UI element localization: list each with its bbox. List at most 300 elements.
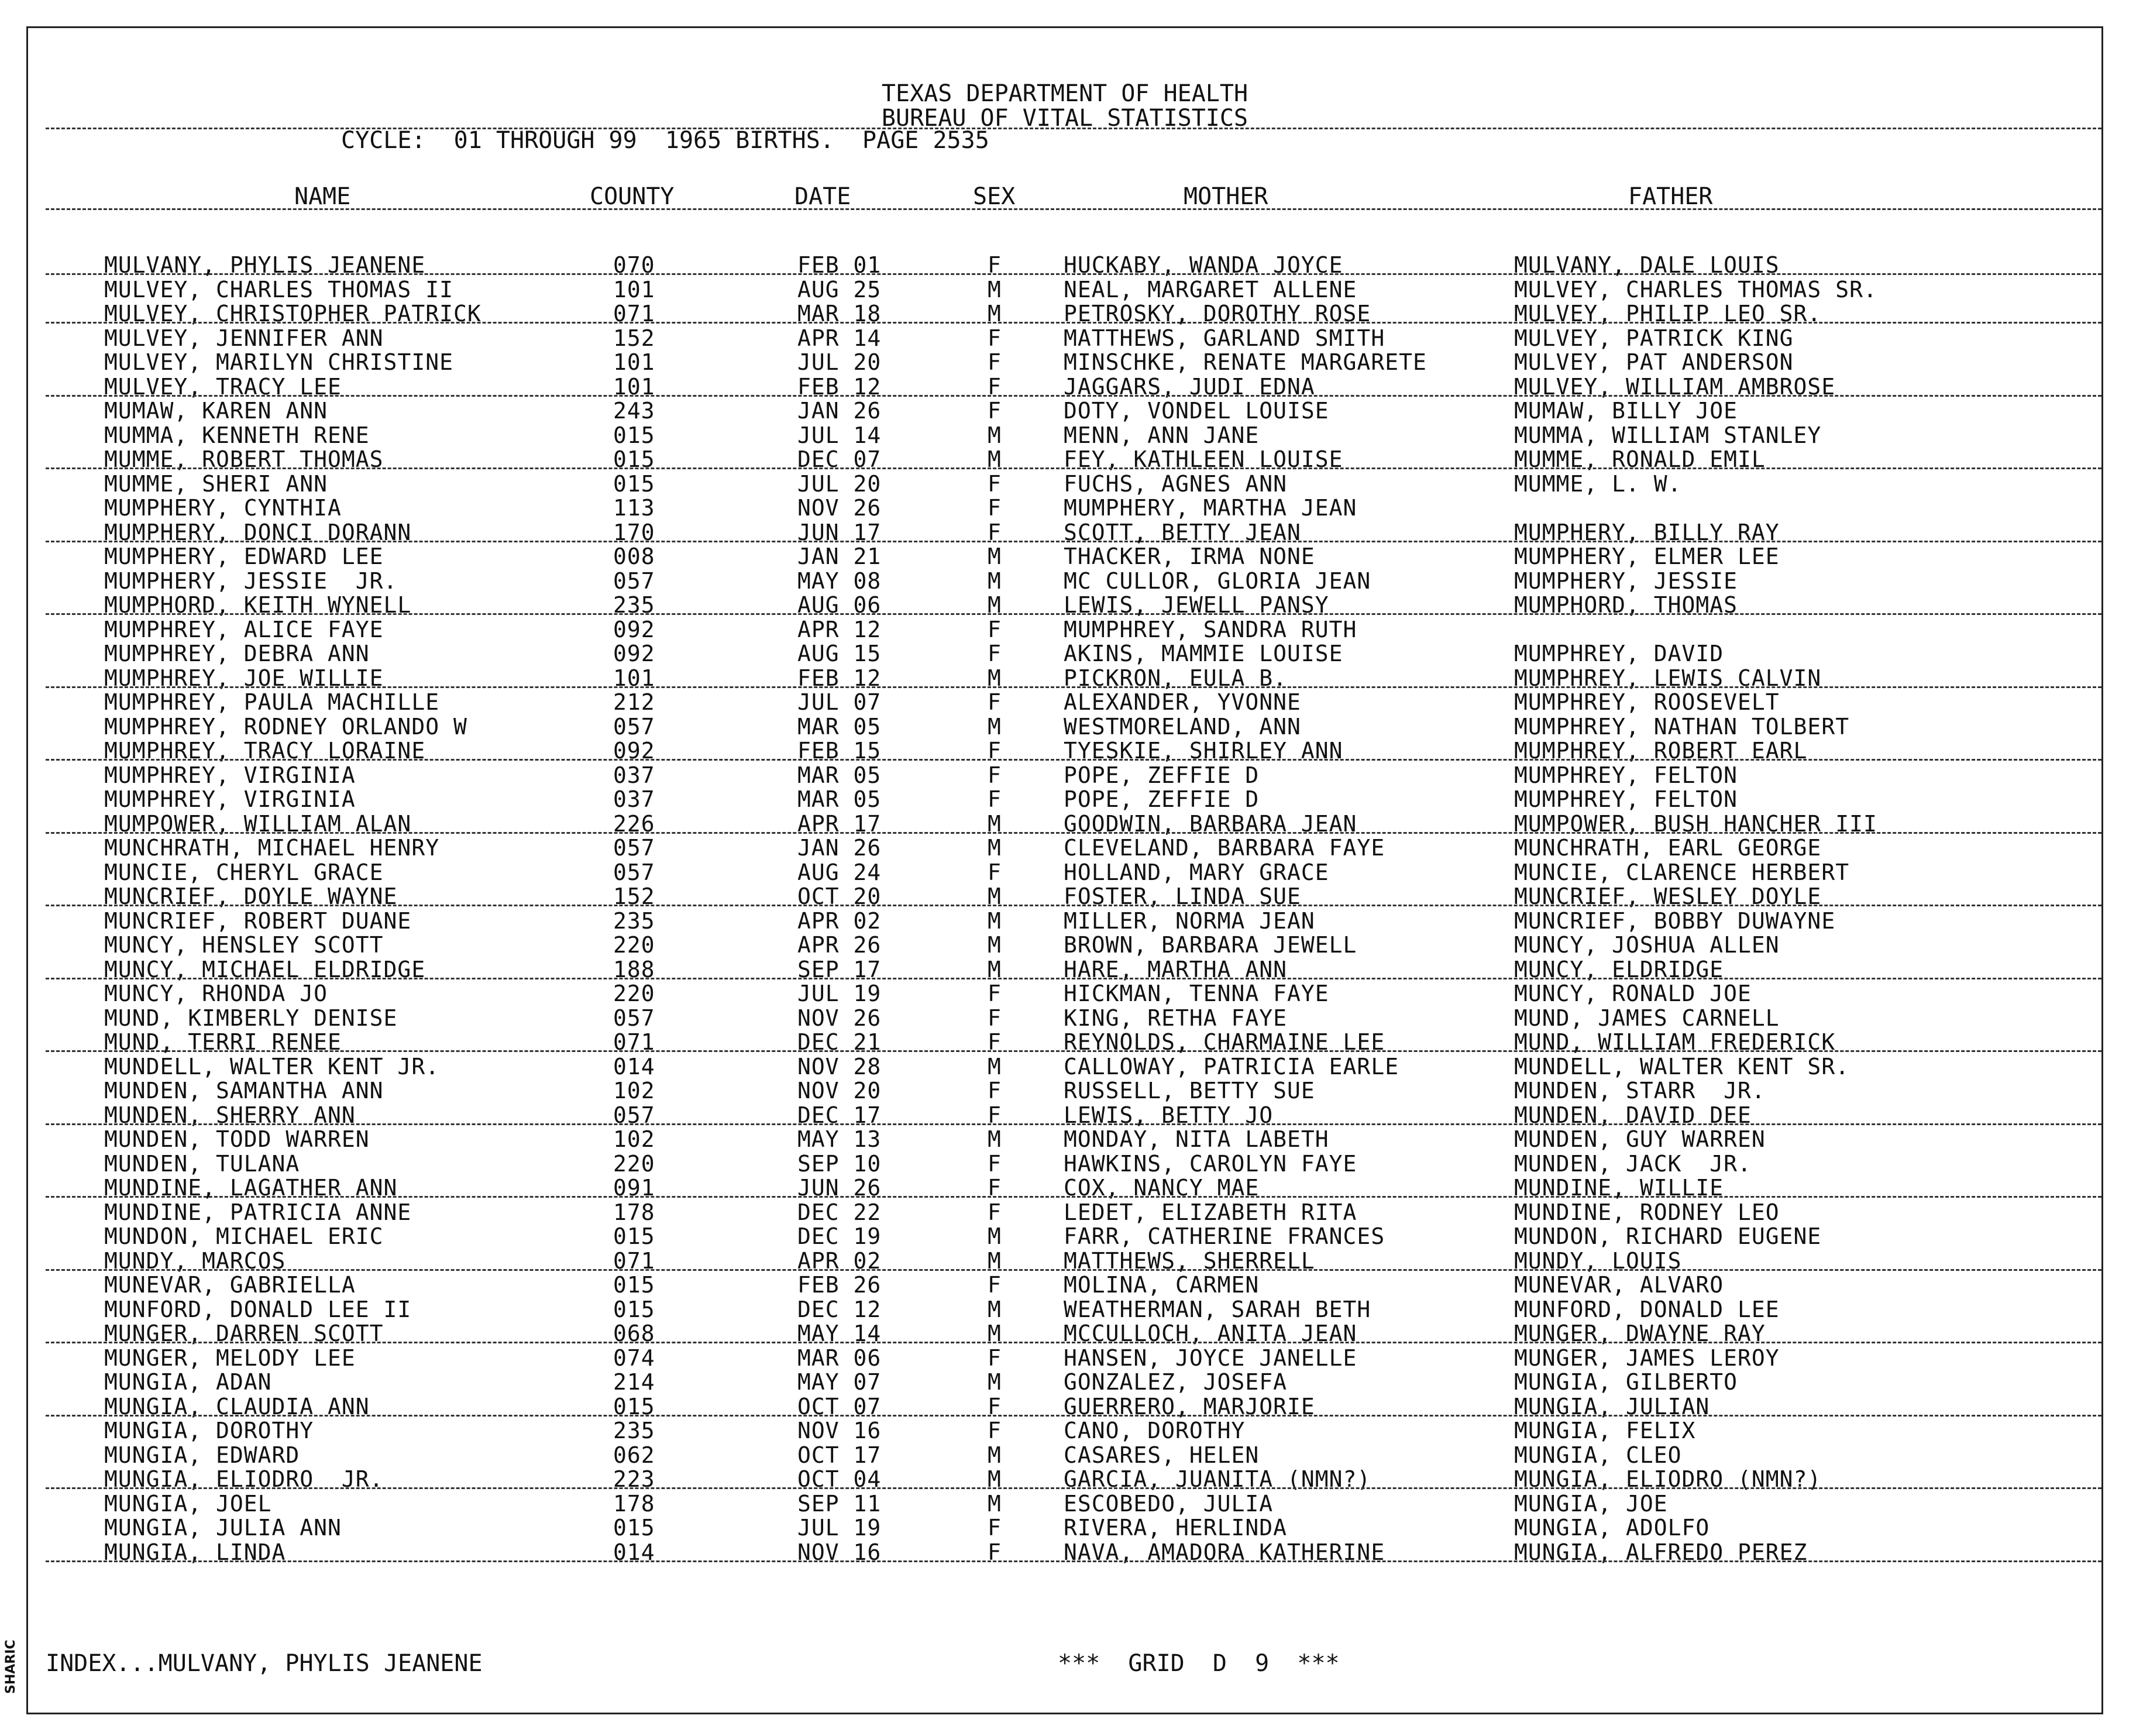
cell-sex: M: [988, 592, 1002, 618]
table-row: [28, 278, 2101, 302]
cell-county: 212: [613, 689, 655, 715]
cell-mother: RIVERA, HERLINDA: [1064, 1515, 1288, 1541]
cell-name: MULVEY, CHRISTOPHER PATRICK: [104, 301, 481, 326]
cell-name: MUMME, SHERI ANN: [104, 470, 328, 497]
cell-father: MUNGER, DWAYNE RAY: [1514, 1321, 1766, 1346]
cell-date: OCT 20: [797, 884, 882, 909]
cell-county: 102: [613, 1126, 655, 1152]
cell-date: JAN 26: [797, 398, 882, 424]
cell-name: MUNGIA, ADAN: [104, 1369, 272, 1395]
cell-mother: ESCOBEDO, JULIA: [1064, 1490, 1274, 1517]
cell-name: MUNCY, MICHAEL ELDRIDGE: [104, 956, 426, 982]
cell-mother: NEAL, MARGARET ALLENE: [1064, 276, 1357, 302]
divider-line: [46, 613, 2101, 615]
table-row: [28, 399, 2101, 423]
cell-county: 101: [613, 373, 655, 400]
cell-county: 070: [613, 252, 655, 278]
cell-name: MUMAW, KAREN ANN: [104, 398, 328, 424]
cell-father: MUMMA, WILLIAM STANLEY: [1514, 422, 1822, 448]
cell-sex: F: [988, 859, 1002, 885]
cell-mother: LEDET, ELIZABETH RITA: [1064, 1199, 1357, 1225]
cell-father: MUMPOWER, BUSH HANCHER III: [1514, 810, 1877, 837]
cell-father: MUNCHRATH, EARL GEORGE: [1514, 835, 1822, 861]
table-row: [28, 861, 2101, 885]
cell-sex: F: [988, 1175, 1002, 1201]
divider-line: [46, 467, 2101, 469]
cell-name: MUMPHREY, TRACY LORAINE: [104, 738, 426, 764]
cell-sex: F: [988, 373, 1002, 400]
cell-sex: F: [988, 1029, 1002, 1055]
cell-name: MUMPHREY, RODNEY ORLANDO W: [104, 713, 467, 740]
cell-date: NOV 26: [797, 1005, 882, 1031]
cell-date: DEC 12: [797, 1296, 882, 1322]
cell-father: MUNCY, RONALD JOE: [1514, 981, 1752, 1006]
cell-sex: F: [988, 325, 1002, 351]
cell-father: MUNDELL, WALTER KENT SR.: [1514, 1053, 1850, 1080]
divider-line: [46, 322, 2101, 324]
cell-date: SEP 17: [797, 956, 882, 982]
cell-sex: F: [988, 495, 1002, 521]
cell-sex: M: [988, 810, 1002, 837]
cell-name: MUMPHERY, JESSIE JR.: [104, 568, 398, 594]
cell-mother: MATTHEWS, GARLAND SMITH: [1064, 325, 1385, 351]
cell-sex: M: [988, 956, 1002, 982]
cell-date: DEC 19: [797, 1223, 882, 1249]
table-row: [28, 1079, 2101, 1103]
cell-father: MUNDINE, RODNEY LEO: [1514, 1199, 1780, 1225]
cell-sex: M: [988, 884, 1002, 909]
cell-mother: POPE, ZEFFIE D: [1064, 786, 1260, 812]
cell-sex: F: [988, 398, 1002, 424]
cell-mother: MONDAY, NITA LABETH: [1064, 1126, 1329, 1152]
cell-father: MUMPHREY, FELTON: [1514, 786, 1738, 812]
cell-date: JUL 07: [797, 689, 882, 715]
table-row: [28, 1370, 2101, 1394]
cell-date: DEC 17: [797, 1102, 882, 1128]
cell-county: 074: [613, 1345, 655, 1371]
table-row: [28, 1006, 2101, 1030]
cell-county: 071: [613, 301, 655, 326]
cell-date: APR 17: [797, 810, 882, 837]
cell-name: MUNGIA, EDWARD: [104, 1442, 300, 1468]
cell-sex: F: [988, 1150, 1002, 1177]
cell-mother: DOTY, VONDEL LOUISE: [1064, 398, 1329, 424]
record-sheet: [26, 26, 2103, 1714]
cell-name: MUNDINE, PATRICIA ANNE: [104, 1199, 412, 1225]
cell-name: MUMPHREY, DEBRA ANN: [104, 641, 370, 666]
cell-county: 008: [613, 544, 655, 569]
cell-father: MUNEVAR, ALVARO: [1514, 1272, 1724, 1298]
cell-mother: WESTMORELAND, ANN: [1064, 713, 1301, 740]
cell-sex: F: [988, 1418, 1002, 1443]
cell-name: MUNGIA, CLAUDIA ANN: [104, 1393, 370, 1419]
cell-mother: MUMPHREY, SANDRA RUTH: [1064, 616, 1357, 642]
table-row: [28, 715, 2101, 739]
cell-date: FEB 12: [797, 665, 882, 691]
cell-county: 091: [613, 1175, 655, 1201]
cell-date: OCT 04: [797, 1466, 882, 1492]
cell-county: 223: [613, 1466, 655, 1492]
cell-county: 092: [613, 641, 655, 666]
cell-date: MAR 05: [797, 786, 882, 812]
cell-mother: ALEXANDER, YVONNE: [1064, 689, 1301, 715]
cell-father: MUNCY, ELDRIDGE: [1514, 956, 1724, 982]
cell-name: MUMPHERY, CYNTHIA: [104, 495, 342, 521]
cycle-line: CYCLE: 01 THROUGH 99 1965 BIRTHS. PAGE 2535: [341, 127, 989, 154]
cell-name: MUMPHREY, PAULA MACHILLE: [104, 689, 440, 715]
cell-date: FEB 12: [797, 373, 882, 400]
cell-county: 057: [613, 568, 655, 594]
cell-mother: PETROSKY, DOROTHY ROSE: [1064, 301, 1371, 326]
cell-mother: FEY, KATHLEEN LOUISE: [1064, 446, 1343, 472]
cell-date: JUN 26: [797, 1175, 882, 1201]
cell-name: MUNCRIEF, DOYLE WAYNE: [104, 884, 398, 909]
cell-father: MUNDEN, GUY WARREN: [1514, 1126, 1766, 1152]
cell-name: MUNEVAR, GABRIELLA: [104, 1272, 356, 1298]
cell-father: MUNDINE, WILLIE: [1514, 1175, 1724, 1201]
cell-mother: MOLINA, CARMEN: [1064, 1272, 1260, 1298]
cell-sex: M: [988, 932, 1002, 958]
cell-sex: M: [988, 835, 1002, 861]
cell-sex: M: [988, 568, 1002, 594]
cell-date: FEB 15: [797, 738, 882, 764]
cell-father: MUMPHREY, DAVID: [1514, 641, 1724, 666]
cell-mother: LEWIS, BETTY JO: [1064, 1102, 1274, 1128]
cell-mother: GONZALEZ, JOSEFA: [1064, 1369, 1288, 1395]
cell-county: 243: [613, 398, 655, 424]
cell-name: MUNCY, HENSLEY SCOTT: [104, 932, 384, 958]
table-row: [28, 982, 2101, 1006]
cell-date: NOV 16: [797, 1418, 882, 1443]
cell-mother: BROWN, BARBARA JEWELL: [1064, 932, 1357, 958]
cell-date: SEP 10: [797, 1150, 882, 1177]
cell-name: MUMPOWER, WILLIAM ALAN: [104, 810, 412, 837]
table-row: [28, 496, 2101, 520]
cell-sex: M: [988, 1466, 1002, 1492]
cell-county: 015: [613, 422, 655, 448]
cell-date: MAR 05: [797, 713, 882, 740]
cell-name: MUNDEN, SHERRY ANN: [104, 1102, 356, 1128]
cell-father: MUND, WILLIAM FREDERICK: [1514, 1029, 1836, 1055]
cell-date: AUG 15: [797, 641, 882, 666]
cell-date: APR 12: [797, 616, 882, 642]
cell-mother: HICKMAN, TENNA FAYE: [1064, 981, 1329, 1006]
cell-mother: HOLLAND, MARY GRACE: [1064, 859, 1329, 885]
cell-mother: PICKRON, EULA B.: [1064, 665, 1288, 691]
cell-county: 188: [613, 956, 655, 982]
table-row: [28, 1152, 2101, 1176]
cell-mother: GOODWIN, BARBARA JEAN: [1064, 810, 1357, 837]
cell-sex: F: [988, 1005, 1002, 1031]
cell-sex: F: [988, 1199, 1002, 1225]
divider-line: [46, 832, 2101, 834]
table-row: [28, 569, 2101, 593]
cell-mother: FARR, CATHERINE FRANCES: [1064, 1223, 1385, 1249]
cell-name: MUNDON, MICHAEL ERIC: [104, 1223, 384, 1249]
grid-footer: *** GRID D 9 ***: [1058, 1650, 1340, 1677]
divider-line: [46, 978, 2101, 979]
cell-county: 037: [613, 786, 655, 812]
cell-name: MULVEY, CHARLES THOMAS II: [104, 276, 453, 302]
cell-date: JUL 20: [797, 349, 882, 375]
cell-date: NOV 28: [797, 1053, 882, 1080]
cell-father: MUNDON, RICHARD EUGENE: [1514, 1223, 1822, 1249]
table-row: [28, 764, 2101, 788]
cell-sex: F: [988, 1539, 1002, 1565]
divider-line: [46, 1196, 2101, 1198]
cell-sex: M: [988, 276, 1002, 302]
table-row: [28, 326, 2101, 350]
cell-county: 015: [613, 1393, 655, 1419]
cell-mother: POPE, ZEFFIE D: [1064, 762, 1260, 788]
cell-name: MUNFORD, DONALD LEE II: [104, 1296, 412, 1322]
cell-mother: KING, RETHA FAYE: [1064, 1005, 1288, 1031]
cell-sex: F: [988, 1272, 1002, 1298]
cell-mother: HUCKABY, WANDA JOYCE: [1064, 252, 1343, 278]
cell-date: MAY 13: [797, 1126, 882, 1152]
cell-date: JAN 26: [797, 835, 882, 861]
cell-county: 226: [613, 810, 655, 837]
cell-name: MUNDEN, TULANA: [104, 1150, 300, 1177]
table-row: [28, 1225, 2101, 1249]
cell-father: MUNGIA, ADOLFO: [1514, 1515, 1710, 1541]
cell-county: 102: [613, 1078, 655, 1104]
cell-county: 101: [613, 276, 655, 302]
cell-county: 015: [613, 446, 655, 472]
cell-mother: FUCHS, AGNES ANN: [1064, 470, 1288, 497]
cell-county: 015: [613, 1515, 655, 1541]
cell-mother: HANSEN, JOYCE JANELLE: [1064, 1345, 1357, 1371]
cell-mother: WEATHERMAN, SARAH BETH: [1064, 1296, 1371, 1322]
cell-county: 015: [613, 1296, 655, 1322]
divider-line: [46, 759, 2101, 761]
cell-mother: RUSSELL, BETTY SUE: [1064, 1078, 1315, 1104]
cell-date: DEC 22: [797, 1199, 882, 1225]
cell-name: MUNCRIEF, ROBERT DUANE: [104, 907, 412, 934]
cell-sex: F: [988, 252, 1002, 278]
cell-sex: F: [988, 470, 1002, 497]
cell-date: OCT 17: [797, 1442, 882, 1468]
divider-line: [46, 905, 2101, 906]
cell-father: MUNCRIEF, BOBBY DUWAYNE: [1514, 907, 1836, 934]
cell-father: MUMPHREY, LEWIS CALVIN: [1514, 665, 1822, 691]
cell-county: 113: [613, 495, 655, 521]
cell-mother: SCOTT, BETTY JEAN: [1064, 519, 1301, 545]
cell-name: MUNGIA, ELIODRO JR.: [104, 1466, 384, 1492]
index-footer: INDEX...MULVANY, PHYLIS JEANENE: [46, 1650, 483, 1677]
cell-sex: M: [988, 1321, 1002, 1346]
cell-date: AUG 25: [797, 276, 882, 302]
cell-date: DEC 07: [797, 446, 882, 472]
cell-sex: F: [988, 349, 1002, 375]
cell-date: MAY 08: [797, 568, 882, 594]
cell-father: MUNGER, JAMES LEROY: [1514, 1345, 1780, 1371]
cell-county: 092: [613, 616, 655, 642]
cell-name: MUMPHERY, EDWARD LEE: [104, 544, 384, 569]
cell-date: MAY 14: [797, 1321, 882, 1346]
cell-name: MUNGER, MELODY LEE: [104, 1345, 356, 1371]
cell-mother: COX, NANCY MAE: [1064, 1175, 1260, 1201]
cell-county: 015: [613, 1223, 655, 1249]
divider-line: [46, 1050, 2101, 1052]
cell-county: 152: [613, 884, 655, 909]
cell-date: APR 14: [797, 325, 882, 351]
cell-county: 152: [613, 325, 655, 351]
cell-mother: MUMPHERY, MARTHA JEAN: [1064, 495, 1357, 521]
cell-county: 235: [613, 592, 655, 618]
cell-mother: MC CULLOR, GLORIA JEAN: [1064, 568, 1371, 594]
table-row: [28, 909, 2101, 933]
cell-date: JAN 21: [797, 544, 882, 569]
cell-father: MUNGIA, ELIODRO (NMN?): [1514, 1466, 1822, 1492]
table-row: [28, 1516, 2101, 1540]
cell-sex: F: [988, 616, 1002, 642]
sharic-stamp: SHARIC: [4, 1639, 18, 1694]
table-row: [28, 1419, 2101, 1443]
cell-county: 037: [613, 762, 655, 788]
cell-county: 014: [613, 1539, 655, 1565]
table-row: [28, 1443, 2101, 1467]
cell-county: 057: [613, 1102, 655, 1128]
cell-county: 092: [613, 738, 655, 764]
cell-name: MUND, TERRI RENEE: [104, 1029, 342, 1055]
cell-sex: F: [988, 689, 1002, 715]
cell-county: 235: [613, 1418, 655, 1443]
cell-mother: FOSTER, LINDA SUE: [1064, 884, 1301, 909]
cell-date: JUN 17: [797, 519, 882, 545]
bureau-title: BUREAU OF VITAL STATISTICS: [881, 105, 1248, 132]
cell-father: MUNGIA, GILBERTO: [1514, 1369, 1738, 1395]
cell-sex: F: [988, 1393, 1002, 1419]
cell-father: MUMAW, BILLY JOE: [1514, 398, 1738, 424]
cell-father: MUNFORD, DONALD LEE: [1514, 1296, 1780, 1322]
cell-county: 062: [613, 1442, 655, 1468]
cell-date: FEB 01: [797, 252, 882, 278]
cell-father: MUNGIA, ALFREDO PEREZ: [1514, 1539, 1808, 1565]
cell-father: MUNCRIEF, WESLEY DOYLE: [1514, 884, 1822, 909]
cell-mother: CALLOWAY, PATRICIA EARLE: [1064, 1053, 1399, 1080]
cell-sex: M: [988, 713, 1002, 740]
cell-county: 057: [613, 713, 655, 740]
cell-sex: F: [988, 981, 1002, 1006]
cell-mother: REYNOLDS, CHARMAINE LEE: [1064, 1029, 1385, 1055]
column-header-name: NAME: [294, 183, 351, 210]
cell-father: MULVEY, WILLIAM AMBROSE: [1514, 373, 1836, 400]
cell-date: APR 02: [797, 1247, 882, 1274]
cell-father: MUMPHREY, NATHAN TOLBERT: [1514, 713, 1850, 740]
divider-line: [46, 395, 2101, 397]
cell-date: NOV 16: [797, 1539, 882, 1565]
cell-mother: JAGGARS, JUDI EDNA: [1064, 373, 1315, 400]
cell-sex: M: [988, 1296, 1002, 1322]
cell-name: MUNDELL, WALTER KENT JR.: [104, 1053, 440, 1080]
cell-father: MUNDEN, JACK JR.: [1514, 1150, 1752, 1177]
cell-father: MUMPHERY, BILLY RAY: [1514, 519, 1780, 545]
divider-line: [46, 273, 2101, 275]
cell-father: MUNCIE, CLARENCE HERBERT: [1514, 859, 1850, 885]
table-row: [28, 1273, 2101, 1297]
cell-sex: F: [988, 1078, 1002, 1104]
cell-sex: M: [988, 665, 1002, 691]
divider-line: [46, 1487, 2101, 1489]
cell-sex: M: [988, 1490, 1002, 1517]
cell-date: JUL 14: [797, 422, 882, 448]
cell-county: 214: [613, 1369, 655, 1395]
cell-sex: M: [988, 422, 1002, 448]
cell-sex: M: [988, 1442, 1002, 1468]
cell-county: 220: [613, 1150, 655, 1177]
cell-father: MUNCY, JOSHUA ALLEN: [1514, 932, 1780, 958]
cell-mother: CANO, DOROTHY: [1064, 1418, 1246, 1443]
cell-sex: M: [988, 907, 1002, 934]
table-row: [28, 618, 2101, 642]
cell-name: MULVANY, PHYLIS JEANENE: [104, 252, 426, 278]
cell-sex: F: [988, 762, 1002, 788]
cell-father: MUNDEN, STARR JR.: [1514, 1078, 1766, 1104]
cell-sex: F: [988, 1102, 1002, 1128]
cell-county: 014: [613, 1053, 655, 1080]
cell-name: MUNCHRATH, MICHAEL HENRY: [104, 835, 440, 861]
cell-name: MUMPHREY, VIRGINIA: [104, 762, 356, 788]
cell-sex: M: [988, 1126, 1002, 1152]
cell-sex: F: [988, 1345, 1002, 1371]
cell-name: MUND, KIMBERLY DENISE: [104, 1005, 398, 1031]
table-row: [28, 1201, 2101, 1225]
table-row: [28, 545, 2101, 569]
cell-name: MUNDEN, SAMANTHA ANN: [104, 1078, 384, 1104]
cell-father: MUNDEN, DAVID DEE: [1514, 1102, 1752, 1128]
cell-date: AUG 06: [797, 592, 882, 618]
column-header-date: DATE: [794, 183, 851, 210]
column-header-father: FATHER: [1628, 183, 1713, 210]
cell-mother: MCCULLOCH, ANITA JEAN: [1064, 1321, 1357, 1346]
table-row: [28, 933, 2101, 957]
cell-county: 178: [613, 1490, 655, 1517]
cell-sex: F: [988, 1515, 1002, 1541]
cell-name: MUNDY, MARCOS: [104, 1247, 286, 1274]
cell-date: APR 26: [797, 932, 882, 958]
cell-name: MUNGIA, LINDA: [104, 1539, 286, 1565]
cell-mother: TYESKIE, SHIRLEY ANN: [1064, 738, 1343, 764]
cell-name: MUNCIE, CHERYL GRACE: [104, 859, 384, 885]
cell-date: FEB 26: [797, 1272, 882, 1298]
cell-name: MUNGER, DARREN SCOTT: [104, 1321, 384, 1346]
table-row: [28, 424, 2101, 448]
cell-county: 178: [613, 1199, 655, 1225]
table-row: [28, 1492, 2101, 1516]
cell-father: MUMME, RONALD EMIL: [1514, 446, 1766, 472]
cell-sex: F: [988, 738, 1002, 764]
cell-name: MUMMA, KENNETH RENE: [104, 422, 370, 448]
cell-county: 015: [613, 470, 655, 497]
cell-county: 015: [613, 1272, 655, 1298]
cell-mother: MATTHEWS, SHERRELL: [1064, 1247, 1315, 1274]
table-row: [28, 788, 2101, 812]
cell-name: MUNGIA, JOEL: [104, 1490, 272, 1517]
cell-father: MULVANY, DALE LOUIS: [1514, 252, 1780, 278]
divider-line: [46, 1269, 2101, 1271]
table-row: [28, 642, 2101, 666]
cell-county: 057: [613, 1005, 655, 1031]
cell-sex: F: [988, 641, 1002, 666]
cell-date: NOV 26: [797, 495, 882, 521]
cell-county: 220: [613, 932, 655, 958]
cell-mother: GARCIA, JUANITA (NMN?): [1064, 1466, 1371, 1492]
cell-name: MUNCY, RHONDA JO: [104, 981, 328, 1006]
cell-name: MULVEY, JENNIFER ANN: [104, 325, 384, 351]
cell-mother: NAVA, AMADORA KATHERINE: [1064, 1539, 1385, 1565]
cell-county: 170: [613, 519, 655, 545]
